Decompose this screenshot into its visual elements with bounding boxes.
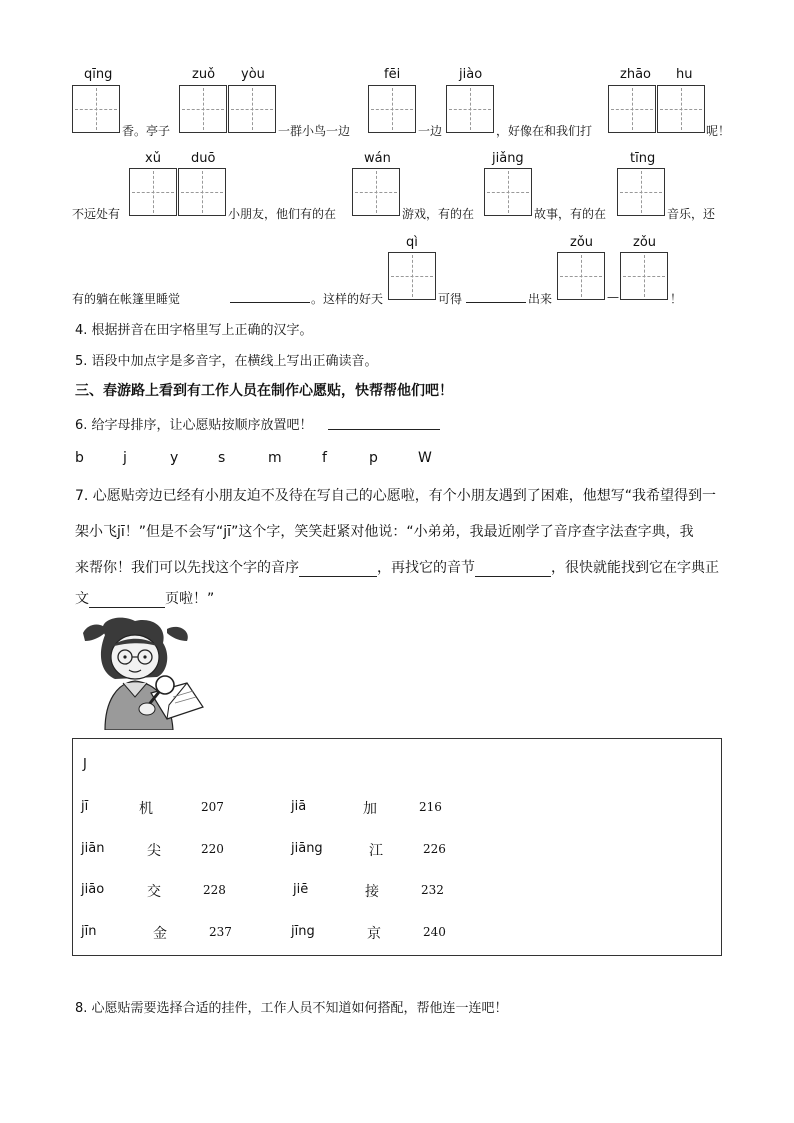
page-number: 228 bbox=[203, 883, 226, 897]
page-number: 237 bbox=[209, 925, 232, 939]
syllable: jiāo bbox=[81, 882, 105, 897]
pinyin-label: qīng bbox=[84, 67, 113, 82]
poem-text: 一边 bbox=[418, 124, 443, 138]
dictionary-index-table bbox=[72, 738, 722, 956]
page-number: 226 bbox=[423, 842, 446, 856]
pinyin-label: yòu bbox=[241, 67, 265, 82]
letter-item: b bbox=[75, 450, 84, 466]
tianzige-box[interactable] bbox=[368, 85, 416, 133]
poem-text: ！ bbox=[670, 292, 683, 306]
poem-text: 香。亭子 bbox=[122, 124, 171, 138]
poem-text: ，好像在和我们打 bbox=[496, 124, 593, 138]
page-number: 207 bbox=[201, 800, 224, 814]
answer-blank[interactable] bbox=[230, 302, 310, 303]
pinyin-label: fēi bbox=[384, 67, 401, 82]
pinyin-label: duō bbox=[191, 151, 216, 166]
tianzige-box[interactable] bbox=[228, 85, 276, 133]
pinyin-label: zuǒ bbox=[192, 67, 216, 82]
tianzige-box[interactable] bbox=[657, 85, 705, 133]
syllable: jīn bbox=[81, 924, 97, 939]
poem-text: 可得 bbox=[438, 292, 463, 306]
index-header: J bbox=[83, 757, 87, 772]
poem-text: 音乐，还 bbox=[667, 207, 716, 221]
example-char: 机 bbox=[139, 801, 153, 817]
letter-item: y bbox=[170, 450, 179, 466]
poem-text: 有的躺在帐篷里睡觉 bbox=[72, 292, 181, 306]
pinyin-label: zǒu bbox=[633, 235, 657, 250]
q7-text: ，很快就能找到它在字典正 bbox=[551, 560, 719, 576]
letter-item: j bbox=[123, 450, 127, 466]
tianzige-box[interactable] bbox=[388, 252, 436, 300]
q7-text: 来帮你！我们可以先找这个字的音序 bbox=[75, 560, 299, 576]
q7-line bbox=[75, 557, 725, 577]
example-char: 交 bbox=[147, 884, 161, 900]
poem-text: 出来 bbox=[528, 292, 553, 306]
tianzige-box[interactable] bbox=[617, 168, 665, 216]
syllable: jiā bbox=[291, 799, 307, 814]
tianzige-box[interactable] bbox=[72, 85, 120, 133]
syllable: jī bbox=[81, 799, 89, 814]
poem-text: 一群小鸟一边 bbox=[278, 124, 351, 138]
answer-blank[interactable] bbox=[89, 593, 165, 608]
example-char: 江 bbox=[369, 843, 383, 859]
tianzige-box[interactable] bbox=[620, 252, 668, 300]
syllable: jīng bbox=[291, 924, 315, 939]
poem-text: 。这样的好天 bbox=[311, 292, 384, 306]
question-5: 5. 语段中加点字是多音字，在横线上写出正确读音。 bbox=[75, 354, 378, 369]
example-char: 加 bbox=[363, 801, 377, 817]
syllable: jiē bbox=[293, 882, 309, 897]
poem-text: 呢！ bbox=[706, 124, 731, 138]
poem-text: — bbox=[607, 290, 619, 304]
answer-blank[interactable] bbox=[299, 562, 377, 577]
poem-text: 不远处有 bbox=[72, 207, 121, 221]
pinyin-label: qì bbox=[406, 235, 418, 250]
q7-text: ，再找它的音节 bbox=[377, 560, 475, 576]
answer-blank[interactable] bbox=[328, 429, 440, 430]
poem-text: 游戏，有的在 bbox=[402, 207, 475, 221]
pinyin-label: hu bbox=[676, 67, 693, 82]
letter-item: W bbox=[418, 450, 432, 466]
pinyin-label: zǒu bbox=[570, 235, 594, 250]
question-8: 8. 心愿贴需要选择合适的挂件，工作人员不知道如何搭配，帮他连一连吧！ bbox=[75, 1001, 508, 1016]
pinyin-label: xǔ bbox=[145, 151, 161, 166]
pinyin-label: wán bbox=[364, 151, 391, 166]
question-6: 6. 给字母排序，让心愿贴按顺序放置吧！ bbox=[75, 418, 313, 433]
page-number: 220 bbox=[201, 842, 224, 856]
tianzige-box[interactable] bbox=[608, 85, 656, 133]
page-number: 240 bbox=[423, 925, 446, 939]
letter-item: p bbox=[369, 450, 378, 466]
syllable: jiān bbox=[81, 841, 105, 856]
tianzige-box[interactable] bbox=[484, 168, 532, 216]
q7-text: 页啦！” bbox=[165, 591, 215, 607]
q7-text: 文 bbox=[75, 591, 89, 607]
tianzige-box[interactable] bbox=[557, 252, 605, 300]
page-number: 232 bbox=[421, 883, 444, 897]
letter-item: f bbox=[322, 450, 327, 466]
tianzige-box[interactable] bbox=[179, 85, 227, 133]
pinyin-label: tīng bbox=[630, 151, 656, 166]
tianzige-box[interactable] bbox=[446, 85, 494, 133]
poem-text: 小朋友，他们有的在 bbox=[228, 207, 337, 221]
section-title: 三、春游路上看到有工作人员在制作心愿贴，快帮帮他们吧！ bbox=[75, 383, 453, 399]
q7-line: 架小飞jī！”但是不会写“jī”这个字，笑笑赶紧对他说：“小弟弟，我最近刚学了音序查字法查字典，我 bbox=[75, 524, 694, 540]
example-char: 尖 bbox=[147, 843, 161, 859]
page-number: 216 bbox=[419, 800, 442, 814]
tianzige-box[interactable] bbox=[129, 168, 177, 216]
syllable: jiāng bbox=[291, 841, 323, 856]
letter-item: s bbox=[218, 450, 226, 466]
pinyin-label: zhāo bbox=[620, 67, 651, 82]
poem-text: 故事，有的在 bbox=[534, 207, 607, 221]
tianzige-box[interactable] bbox=[178, 168, 226, 216]
letter-item: m bbox=[268, 450, 282, 466]
q7-line: 7. 心愿贴旁边已经有小朋友迫不及待在写自己的心愿啦，有个小朋友遇到了困难，他想写“我希望得到一 bbox=[75, 488, 717, 504]
pinyin-label: jiǎng bbox=[492, 151, 524, 166]
question-4: 4. 根据拼音在田字格里写上正确的汉字。 bbox=[75, 323, 313, 338]
tianzige-box[interactable] bbox=[352, 168, 400, 216]
girl-reading-illustration bbox=[75, 615, 210, 730]
pinyin-label: jiào bbox=[459, 67, 483, 82]
answer-blank[interactable] bbox=[466, 302, 526, 303]
q7-line bbox=[75, 588, 725, 608]
example-char: 接 bbox=[365, 884, 379, 900]
example-char: 金 bbox=[153, 926, 167, 942]
answer-blank[interactable] bbox=[475, 562, 551, 577]
example-char: 京 bbox=[367, 926, 381, 942]
